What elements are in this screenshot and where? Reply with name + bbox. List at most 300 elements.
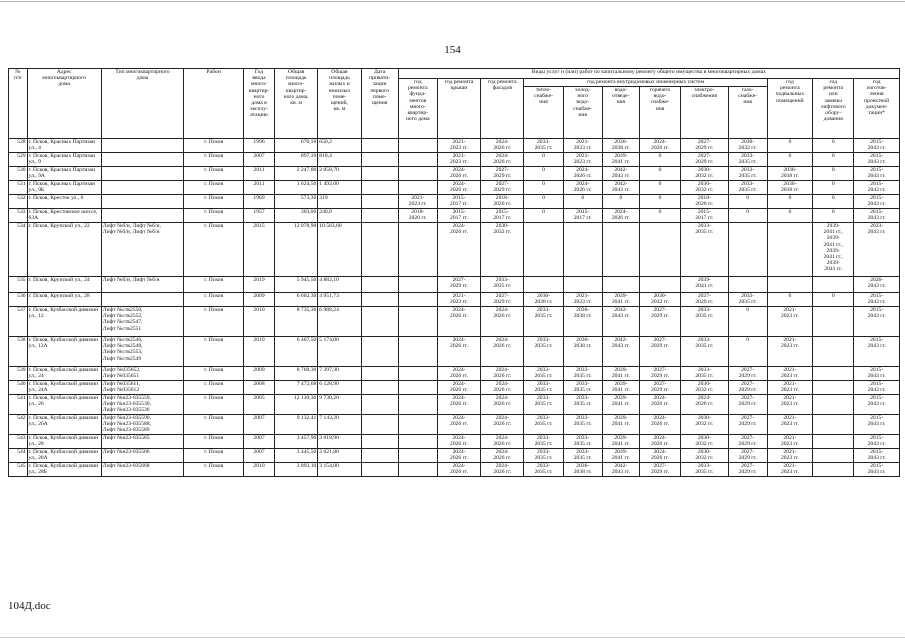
cell-cold: 2021- 2023 гг.	[563, 153, 602, 167]
cell-living: 5 174,00	[318, 337, 361, 367]
cell-hot: 0	[639, 181, 680, 195]
cell-facade: 2027- 2029 гг.	[481, 293, 524, 307]
cell-sewer: 2039- 2041 гг.	[602, 367, 639, 381]
table-row	[9, 153, 900, 167]
cell-hot: 2024- 2026 гг.	[639, 435, 680, 449]
cell-roof: 2024- 2026 гг.	[437, 181, 480, 195]
cell-heat: 2033- 2035 гг.	[524, 307, 563, 337]
cell-gas: 0	[728, 209, 767, 223]
cell-no: 542	[9, 415, 28, 435]
cell-district: г. Псков	[184, 337, 244, 367]
cell-total: 3 457,90	[274, 435, 317, 449]
cell-hot: 2024- 2026 гг.	[639, 395, 680, 415]
cell-sewer: 2036- 2038 гг.	[602, 139, 639, 153]
cell-gas: 2027- 2029 гг.	[728, 449, 767, 463]
cell-facade: 2024- 2026 гг.	[481, 153, 524, 167]
cell-proj: 2015- 2043 гг.	[854, 293, 900, 307]
scan-edge-bottom	[0, 637, 905, 638]
cell-district: г. Псков	[184, 435, 244, 449]
cell-base: 2021- 2023 гг.	[767, 415, 812, 435]
cell-found	[398, 277, 437, 293]
cell-total: 8 760,30	[274, 367, 317, 381]
cell-living: 3 154,00	[318, 463, 361, 477]
cell-lift	[813, 449, 854, 463]
cell-gas: 2033- 2035 гг.	[728, 153, 767, 167]
header-gas: газо- снабже- ния	[728, 87, 767, 139]
cell-heat: 2033- 2035 гг.	[524, 395, 563, 415]
cell-district: г. Псков	[184, 415, 244, 435]
cell-proj: 2015- 2043 гг.	[854, 337, 900, 367]
cell-priv	[361, 195, 398, 209]
cell-year: 2015	[244, 223, 275, 277]
cell-priv	[361, 293, 398, 307]
cell-heat: 2033- 2035 гг.	[524, 139, 563, 153]
cell-roof: 2021- 2023 гг.	[437, 153, 480, 167]
cell-total: 9 132,41	[274, 415, 317, 435]
cell-heat: 2033- 2035 гг.	[524, 463, 563, 477]
cell-elec: 2030- 2032 гг.	[681, 167, 728, 181]
cell-address: г. Псков, Красных Партизан ул., 9А	[27, 167, 101, 181]
cell-no: 543	[9, 435, 28, 449]
cell-address: г. Псков, Кузбасской дивизии ул., 12А	[27, 337, 101, 367]
cell-year: 1969	[244, 195, 275, 209]
cell-cold: 2021- 2023 гг.	[563, 139, 602, 153]
cell-living: 3 018,90	[318, 435, 361, 449]
cell-roof: 2021- 2023 гг.	[437, 293, 480, 307]
cell-sewer: 2039- 2041 гг.	[602, 415, 639, 435]
cell-type: Лифт №н23-035668	[101, 463, 183, 477]
cell-facade: 2027- 2029 гг.	[481, 181, 524, 195]
table-row	[9, 209, 900, 223]
cell-sewer: 2039- 2041 гг.	[602, 449, 639, 463]
cell-lift: 0	[813, 181, 854, 195]
cell-total: 2 247,00	[274, 167, 317, 181]
cell-total: 8 735,30	[274, 307, 317, 337]
header-cold-water: холод- ного водо- снабже- ния	[563, 87, 602, 139]
cell-priv	[361, 153, 398, 167]
cell-living: 319	[318, 195, 361, 209]
cell-elec: 2033- 2035 гг.	[681, 223, 728, 277]
cell-facade: 2024- 2026 гг.	[481, 463, 524, 477]
footer-filename: 104Д.doc	[8, 600, 51, 612]
header-lift: год ремонта или замены лифтового обору- дования	[813, 79, 854, 139]
cell-hot	[639, 277, 680, 293]
cell-elec: 2027- 2029 гг.	[681, 293, 728, 307]
cell-year: 1957	[244, 209, 275, 223]
cell-roof: 2024- 2026 гг.	[437, 307, 480, 337]
cell-address: г. Псков, Крупской ул., 24	[27, 277, 101, 293]
cell-facade: 2024- 2026 гг.	[481, 435, 524, 449]
cell-roof: 2024- 2026 гг.	[437, 337, 480, 367]
cell-elec: 2033- 2035 гг.	[681, 307, 728, 337]
table-row	[9, 435, 900, 449]
cell-found	[398, 381, 437, 395]
cell-priv	[361, 223, 398, 277]
cell-gas: 2027- 2029 гг.	[728, 395, 767, 415]
cell-sewer: 2039- 2041 гг.	[602, 395, 639, 415]
cell-address: г. Псков, Кузбасской дивизии ул., 26	[27, 395, 101, 415]
cell-year: 2011	[244, 167, 275, 181]
cell-elec: 2030- 2032 гг.	[681, 449, 728, 463]
table-row	[9, 395, 900, 415]
table-row	[9, 337, 900, 367]
cell-priv	[361, 167, 398, 181]
cell-facade: 2024- 2026 гг.	[481, 415, 524, 435]
cell-heat: 2033- 2035 гг.	[524, 449, 563, 463]
cell-district: г. Псков	[184, 277, 244, 293]
cell-facade: 2024- 2026 гг.	[481, 307, 524, 337]
cell-district: г. Псков	[184, 139, 244, 153]
cell-hot: 2024- 2026 гг.	[639, 449, 680, 463]
cell-district: г. Псков	[184, 195, 244, 209]
cell-elec: 2030- 2032 гг.	[681, 415, 728, 435]
cell-total: 5 945,50	[274, 277, 317, 293]
cell-type	[101, 293, 183, 307]
cell-district: г. Псков	[184, 153, 244, 167]
header-total-area: Общая площадь много- квартир- ного дома, кв. м	[274, 69, 317, 139]
cell-living: 6 988,24	[318, 307, 361, 337]
cell-priv	[361, 367, 398, 381]
cell-cold: 2033- 2035 гг.	[563, 367, 602, 381]
cell-year: 2009	[244, 367, 275, 381]
cell-base: 2021- 2023 гг.	[767, 307, 812, 337]
cell-found	[398, 463, 437, 477]
cell-sewer	[602, 223, 639, 277]
cell-lift: 0	[813, 293, 854, 307]
cell-cold: 2033- 2035 гг.	[563, 449, 602, 463]
cell-elec: 2027- 2029 гг.	[681, 139, 728, 153]
cell-proj: 2015- 2043 гг.	[854, 463, 900, 477]
cell-roof: 2024- 2026 гг.	[437, 395, 480, 415]
cell-total: 7 472,68	[274, 381, 317, 395]
cell-priv	[361, 139, 398, 153]
cell-found	[398, 395, 437, 415]
cell-district: г. Псков	[184, 293, 244, 307]
cell-year: 2007	[244, 449, 275, 463]
cell-gas: 2030- 2032 гг.	[728, 139, 767, 153]
cell-year: 2007	[244, 435, 275, 449]
cell-proj: 2015- 2043 гг.	[854, 435, 900, 449]
cell-found	[398, 449, 437, 463]
cell-priv	[361, 277, 398, 293]
cell-base: 2021- 2023 гг.	[767, 381, 812, 395]
cell-roof: 2015- 2017 гг.	[437, 195, 480, 209]
cell-heat: 2033- 2035 гг.	[524, 435, 563, 449]
cell-no: 531	[9, 181, 28, 195]
cell-heat	[524, 277, 563, 293]
cell-district: г. Псков	[184, 381, 244, 395]
cell-proj: 2023- 2043 гг.	[854, 223, 900, 277]
header-privatization: Дата привати- зации первого поме- щения	[361, 69, 398, 139]
header-facade: год ремонта фасадов	[481, 79, 524, 139]
cell-found	[398, 337, 437, 367]
cell-heat: 2036- 2038 гг.	[524, 293, 563, 307]
cell-cold: 2036- 2038 гг.	[563, 307, 602, 337]
cell-living: 240,8	[318, 209, 361, 223]
cell-address: г. Псков, Кузбасской дивизии ул., 26А	[27, 415, 101, 435]
cell-elec: 2033- 2035 гг.	[681, 337, 728, 367]
cell-elec: 2030- 2032 гг.	[681, 181, 728, 195]
cell-no: 545	[9, 463, 28, 477]
cell-address: г. Псков, Кузбасской дивизии ул., 24А	[27, 381, 101, 395]
cell-type: Лифт №ств2550, Лифт №ств2552, Лифт №ств2547, Лифт №ств2551	[101, 307, 183, 337]
cell-proj: 2015- 2043 гг.	[854, 415, 900, 435]
cell-gas	[728, 277, 767, 293]
cell-sewer: 2042- 2043 гг.	[602, 463, 639, 477]
cell-gas: 2027- 2029 гг.	[728, 367, 767, 381]
cell-proj: 2015- 2043 гг.	[854, 307, 900, 337]
cell-gas: 2033- 2035 гг.	[728, 167, 767, 181]
cell-found	[398, 153, 437, 167]
cell-no: 541	[9, 395, 28, 415]
cell-priv	[361, 307, 398, 337]
cell-cold	[563, 277, 602, 293]
cell-type: Лифт №н23-035559, Лифт №н23-035530, Лифт №н23-035536	[101, 395, 183, 415]
table-row	[9, 449, 900, 463]
cell-roof: 2027- 2029 гг.	[437, 277, 480, 293]
cell-type: Лифт №н23-035566	[101, 449, 183, 463]
cell-type: Лифт №035611, Лифт №035612	[101, 381, 183, 395]
cell-hot: 2027- 2029 гг.	[639, 463, 680, 477]
cell-proj: 2015- 2043 гг.	[854, 153, 900, 167]
cell-heat: 0	[524, 167, 563, 181]
cell-found: 2018- 2020 гг.	[398, 209, 437, 223]
header-hot-water: горячего водо- снабже- ния	[639, 87, 680, 139]
cell-type	[101, 139, 183, 153]
cell-base: 0	[767, 139, 812, 153]
cell-hot: 2027- 2029 гг.	[639, 381, 680, 395]
cell-heat: 2033- 2035 гг.	[524, 337, 563, 367]
cell-found	[398, 181, 437, 195]
cell-living: 818,4	[318, 153, 361, 167]
cell-district: г. Псков	[184, 223, 244, 277]
cell-cold: 2036- 2038 гг.	[563, 337, 602, 367]
cell-address: г. Псков, Красных Партизан ул., 9	[27, 153, 101, 167]
cell-district: г. Псков	[184, 307, 244, 337]
cell-proj: 2015- 2043 гг.	[854, 449, 900, 463]
cell-cold: 2015- 2017 гг.	[563, 209, 602, 223]
cell-elec: 2018- 2020 гг.	[681, 195, 728, 209]
table-row	[9, 307, 900, 337]
table-row	[9, 277, 900, 293]
cell-cold: 2033- 2035 гг.	[563, 415, 602, 435]
cell-gas: 2027- 2029 гг.	[728, 415, 767, 435]
cell-type: Лифт №б/н, Лифт №б/н	[101, 277, 183, 293]
table-row	[9, 415, 900, 435]
cell-no: 528	[9, 139, 28, 153]
cell-roof: 2024- 2026 гг.	[437, 167, 480, 181]
cell-total: 363,00	[274, 209, 317, 223]
cell-gas	[728, 223, 767, 277]
cell-base: 2021- 2023 гг.	[767, 367, 812, 381]
cell-address: г. Псков, Кузбасской дивизии ул., 28А	[27, 449, 101, 463]
cell-hot: 2027- 2029 гг.	[639, 307, 680, 337]
cell-total: 670,10	[274, 139, 317, 153]
cell-district: г. Псков	[184, 209, 244, 223]
cell-priv	[361, 415, 398, 435]
cell-base: 2036- 2038 гг.	[767, 181, 812, 195]
cell-facade: 2024- 2026 гг.	[481, 449, 524, 463]
cell-found	[398, 307, 437, 337]
cell-total: 573,30	[274, 195, 317, 209]
cell-sewer	[602, 277, 639, 293]
cell-facade: 2024- 2026 гг.	[481, 395, 524, 415]
cell-lift: 0	[813, 209, 854, 223]
cell-year: 2011	[244, 181, 275, 195]
cell-base	[767, 223, 812, 277]
header-district: Район	[184, 69, 244, 139]
cell-elec: 2033- 2035 гг.	[681, 463, 728, 477]
cell-gas: 2027- 2029 гг.	[728, 463, 767, 477]
cell-address: г. Псков, Крупской ул., 28	[27, 293, 101, 307]
cell-sewer: 2042- 2043 гг.	[602, 167, 639, 181]
cell-no: 544	[9, 449, 28, 463]
cell-heat	[524, 223, 563, 277]
cell-sewer: 2039- 2041 гг.	[602, 381, 639, 395]
cell-heat: 0	[524, 181, 563, 195]
cell-type	[101, 209, 183, 223]
cell-found	[398, 367, 437, 381]
cell-address: г. Псков, Кузбасской дивизии ул., 24	[27, 367, 101, 381]
cell-no: 530	[9, 167, 28, 181]
cell-gas: 2027- 2029 гг.	[728, 381, 767, 395]
cell-gas: 0	[728, 195, 767, 209]
cell-no: 535	[9, 277, 28, 293]
header-address: Адрес многоквартирного дома	[27, 69, 101, 139]
cell-roof: 2024- 2026 гг.	[437, 449, 480, 463]
header-electric: электро- снабжения	[681, 87, 728, 139]
cell-no: 534	[9, 223, 28, 277]
table-row	[9, 367, 900, 381]
cell-found	[398, 167, 437, 181]
header-foundation: год ремонта фунда- ментов много- квартир- ного дома	[398, 79, 437, 139]
cell-cold: 2024- 2026 гг.	[563, 167, 602, 181]
cell-year: 2005	[244, 395, 275, 415]
cell-hot: 0	[639, 195, 680, 209]
cell-living: 10 563,60	[318, 223, 361, 277]
cell-total: 3 893,10	[274, 463, 317, 477]
cell-base	[767, 277, 812, 293]
cell-address: г. Псков, Кузбасской дивизии ул., 28	[27, 435, 101, 449]
cell-year: 2007	[244, 153, 275, 167]
cell-year: 2009	[244, 293, 275, 307]
cell-lift: 0	[813, 167, 854, 181]
cell-priv	[361, 381, 398, 395]
header-works-group: Виды услуг и (или) работ по капитальному ремонту общего имущества в многоквартирных домах	[398, 69, 899, 79]
cell-address: г. Псков, Кузбасской дивизии ул., 28Б	[27, 463, 101, 477]
cell-lift	[813, 415, 854, 435]
cell-lift: 0	[813, 195, 854, 209]
table-row	[9, 463, 900, 477]
cell-elec: 2015- 2017 гг.	[681, 209, 728, 223]
cell-no: 540	[9, 381, 28, 395]
cell-facade: 2030- 2032 гг.	[481, 223, 524, 277]
cell-total: 12 078,90	[274, 223, 317, 277]
cell-hot: 0	[639, 167, 680, 181]
cell-total: 3 445,50	[274, 449, 317, 463]
cell-type	[101, 195, 183, 209]
cell-district: г. Псков	[184, 395, 244, 415]
cell-facade: 2018- 2020 гг.	[481, 195, 524, 209]
cell-sewer: 2039- 2041 гг.	[602, 293, 639, 307]
cell-no: 537	[9, 307, 28, 337]
cell-gas: 0	[728, 307, 767, 337]
cell-proj: 2015- 2043 гг.	[854, 381, 900, 395]
cell-address: г. Псков, Крупской ул., 22	[27, 223, 101, 277]
cell-living: 4 951,73	[318, 293, 361, 307]
header-heat: тепло- снабже- ния	[524, 87, 563, 139]
cell-heat: 0	[524, 209, 563, 223]
cell-proj: 2015- 2043 гг.	[854, 395, 900, 415]
cell-lift	[813, 435, 854, 449]
cell-facade: 2024- 2026 гг.	[481, 381, 524, 395]
table-row	[9, 381, 900, 395]
cell-facade: 2033- 2035 гг.	[481, 277, 524, 293]
cell-found	[398, 415, 437, 435]
cell-year: 2007	[244, 415, 275, 435]
cell-base: 2021- 2023 гг.	[767, 435, 812, 449]
repair-schedule-table	[8, 68, 900, 477]
cell-proj: 2015- 2043 гг.	[854, 195, 900, 209]
cell-lift	[813, 277, 854, 293]
cell-elec: 2030- 2032 гг.	[681, 381, 728, 395]
cell-roof: 2021- 2023 гг.	[437, 139, 480, 153]
cell-priv	[361, 435, 398, 449]
cell-cold: 2036- 2038 гг.	[563, 463, 602, 477]
cell-living: 3 021,80	[318, 449, 361, 463]
cell-sewer: 2042- 2043 гг.	[602, 337, 639, 367]
header-no: № п/п	[9, 69, 28, 139]
cell-type: Лифт №н23-035590, Лифт №н23-035588, Лифт №н23-035589	[101, 415, 183, 435]
cell-facade: 2015- 2017 гг.	[481, 209, 524, 223]
cell-gas: 2027- 2029 гг.	[728, 435, 767, 449]
cell-lift	[813, 381, 854, 395]
cell-elec: 2039- 2041 гг.	[681, 277, 728, 293]
cell-sewer: 2039- 2041 гг.	[602, 435, 639, 449]
header-roof: год ремонта крыши	[437, 79, 480, 139]
table-row	[9, 293, 900, 307]
cell-lift: 0	[813, 139, 854, 153]
cell-cold: 2033- 2035 гг.	[563, 395, 602, 415]
cell-year: 2010	[244, 463, 275, 477]
cell-base: 2021- 2023 гг.	[767, 463, 812, 477]
cell-sewer: 2042- 2043 гг.	[602, 181, 639, 195]
cell-living: 2 058,70	[318, 167, 361, 181]
header-living-area: Общая площадь жилых и нежилых поме- щений, кв. м	[318, 69, 361, 139]
table-row	[9, 223, 900, 277]
cell-gas: 2033- 2035 гг.	[728, 293, 767, 307]
cell-no: 532	[9, 195, 28, 209]
cell-cold	[563, 223, 602, 277]
cell-address: г. Псков, Кресток ул., 6	[27, 195, 101, 209]
cell-lift	[813, 367, 854, 381]
cell-type: Лифт №б/н, Лифт №б/н, Лифт №б/н, Лифт №б/н	[101, 223, 183, 277]
cell-year: 1996	[244, 139, 275, 153]
cell-base: 2021- 2023 гг.	[767, 395, 812, 415]
cell-living: 7 143,20	[318, 415, 361, 435]
table-row	[9, 139, 900, 153]
cell-no: 533	[9, 209, 28, 223]
cell-base: 2036- 2038 гг.	[767, 167, 812, 181]
cell-district: г. Псков	[184, 167, 244, 181]
cell-lift	[813, 395, 854, 415]
cell-total: 6 602,30	[274, 293, 317, 307]
cell-base: 2021- 2023 гг.	[767, 449, 812, 463]
cell-living: 1 492,00	[318, 181, 361, 195]
cell-elec: 2027- 2029 гг.	[681, 153, 728, 167]
cell-roof: 2015- 2017 гг.	[437, 209, 480, 223]
cell-roof: 2024- 2026 гг.	[437, 463, 480, 477]
